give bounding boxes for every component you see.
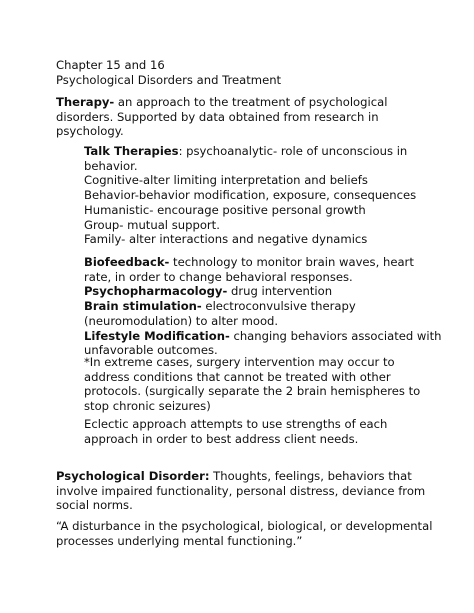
eclectic-note <box>84 417 387 446</box>
therapy-term: Therapy- <box>56 95 115 109</box>
talk-item-group: Group- mutual support. <box>84 217 220 232</box>
therapy-line-3: psychology. <box>56 124 124 139</box>
quote-line-1: “A disturbance in the psychological, biological, or developmental <box>56 519 433 533</box>
disorder-line-3: social norms. <box>56 498 133 513</box>
biofeedback-line-1: Biofeedback- technology to monitor brain waves, heart <box>84 255 414 269</box>
talk-line-1: Talk Therapies: psychoanalytic- role of unconscious in <box>84 144 408 158</box>
talk-item-cognitive: Cognitive-alter limiting interpretation and beliefs <box>84 173 368 188</box>
lifestyle-line-1: Lifestyle Modification- changing behaviors associated with <box>84 328 442 343</box>
talk-therapies-term: Talk Therapies <box>84 144 179 158</box>
biological-therapies-section <box>84 255 442 358</box>
disorder-line-1: Psychological Disorder: Thoughts, feelings, behaviors that <box>56 469 412 483</box>
therapy-definition <box>56 95 387 139</box>
eclectic-line-1: Eclectic approach attempts to use strengths of each <box>84 417 388 431</box>
psychopharmacology-term: Psychopharmacology- <box>84 284 228 299</box>
biofeedback-term: Biofeedback- <box>84 255 170 269</box>
brain-stimulation-line-2: (neuromodulation) to alter mood. <box>84 313 279 328</box>
quote-line-2: processes underlying mental functioning.” <box>56 533 303 548</box>
brain-stimulation-line-1: Brain stimulation- electroconvulsive therapy <box>84 299 356 314</box>
document-header <box>56 58 281 87</box>
therapy-line-1: Therapy- an approach to the treatment of psychological <box>56 95 388 109</box>
surgery-line-4: stop chronic seizures) <box>84 399 211 414</box>
talk-therapies-section <box>84 144 416 247</box>
surgery-note <box>84 355 420 414</box>
psychological-disorder-definition <box>56 469 425 513</box>
talk-line-2: behavior. <box>84 158 138 173</box>
document-title: Psychological Disorders and Treatment <box>56 72 282 87</box>
surgery-line-1: *In extreme cases, surgery intervention may occur to <box>84 355 395 369</box>
definition-quote <box>56 519 432 548</box>
talk-item-behavior: Behavior-behavior modification, exposure, consequences <box>84 188 417 203</box>
chapter-label: Chapter 15 and 16 <box>56 58 165 72</box>
psychopharmacology-line: Psychopharmacology- drug intervention <box>84 284 333 299</box>
lifestyle-line-2: unfavorable outcomes. <box>84 343 218 358</box>
brain-stimulation-term: Brain stimulation- <box>84 299 202 314</box>
psychological-disorder-term: Psychological Disorder: <box>56 469 210 483</box>
talk-item-family: Family- alter interactions and negative dynamics <box>84 232 368 247</box>
surgery-line-2: address conditions that cannot be treated with other <box>84 369 391 384</box>
disorder-line-2: involve impaired functionality, personal distress, deviance from <box>56 483 426 498</box>
therapy-line-2: disorders. Supported by data obtained from research in <box>56 109 379 124</box>
biofeedback-line-2: rate, in order to change behavioral responses. <box>84 269 353 284</box>
surgery-line-3: protocols. (surgically separate the 2 brain hemispheres to <box>84 384 421 399</box>
lifestyle-modification-term: Lifestyle Modification- <box>84 328 230 343</box>
talk-item-humanistic: Humanistic- encourage positive personal growth <box>84 202 366 217</box>
eclectic-line-2: approach in order to best address client needs. <box>84 431 359 446</box>
